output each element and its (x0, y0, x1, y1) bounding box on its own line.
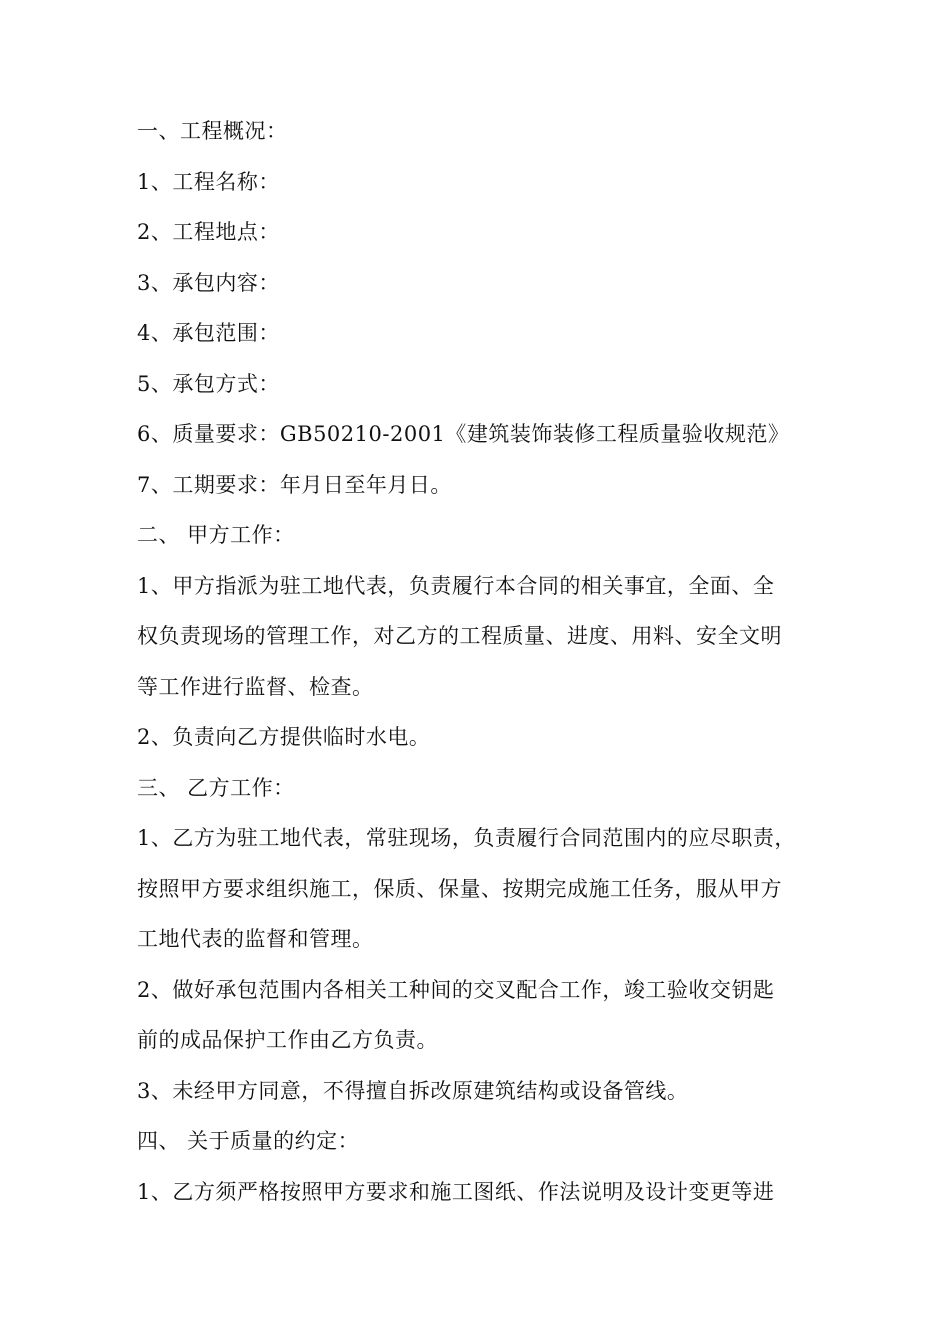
section-heading-quality-agreement: 四、 关于质量的约定： (137, 1129, 360, 1153)
project-location-item: 2、工程地点： (137, 220, 280, 244)
party-b-clause-3: 3、未经甲方同意，不得擅自拆改原建筑结构或设备管线。 (137, 1078, 689, 1103)
section-heading-party-a-work: 二、 甲方工作： (137, 523, 295, 547)
party-b-clause-1-line-2: 按照甲方要求组织施工，保质、保量、按期完成施工任务，服从甲方 (137, 876, 782, 901)
party-b-clause-2-line-2: 前的成品保护工作由乙方负责。 (137, 1028, 438, 1052)
quality-requirement-item: 6、质量要求：GB50210-2001《建筑装饰装修工程质量验收规范》 (137, 422, 790, 446)
party-a-clause-1-line-3: 等工作进行监督、检查。 (137, 674, 374, 699)
contract-method-item: 5、承包方式： (137, 371, 280, 396)
party-a-clause-2: 2、负责向乙方提供临时水电。 (137, 725, 431, 749)
section-heading-party-b-work: 三、 乙方工作： (137, 775, 295, 800)
party-b-clause-2-line-1: 2、做好承包范围内各相关工种间的交叉配合工作，竣工验收交钥匙 (137, 977, 775, 1002)
party-a-clause-1-line-2: 权负责现场的管理工作，对乙方的工程质量、进度、用料、安全文明 (137, 624, 782, 648)
party-b-clause-1-line-3: 工地代表的监督和管理。 (137, 927, 374, 951)
section-heading-project-overview: 一、工程概况： (137, 119, 288, 143)
document-body (137, 106, 817, 1217)
contract-scope-item: 4、承包范围： (137, 321, 280, 345)
project-name-item: 1、工程名称： (137, 169, 280, 194)
contract-content-item: 3、承包内容： (137, 270, 280, 295)
party-b-clause-1-line-1: 1、乙方为驻工地代表，常驻现场，负责履行合同范围内的应尽职责， (137, 826, 796, 850)
schedule-requirement-item: 7、工期要求：年月日至年月日。 (137, 472, 452, 497)
party-a-clause-1-line-1: 1、甲方指派为驻工地代表，负责履行本合同的相关事宜，全面、全 (137, 573, 775, 598)
quality-clause-1-line-1: 1、乙方须严格按照甲方要求和施工图纸、作法说明及设计变更等进 (137, 1179, 775, 1204)
